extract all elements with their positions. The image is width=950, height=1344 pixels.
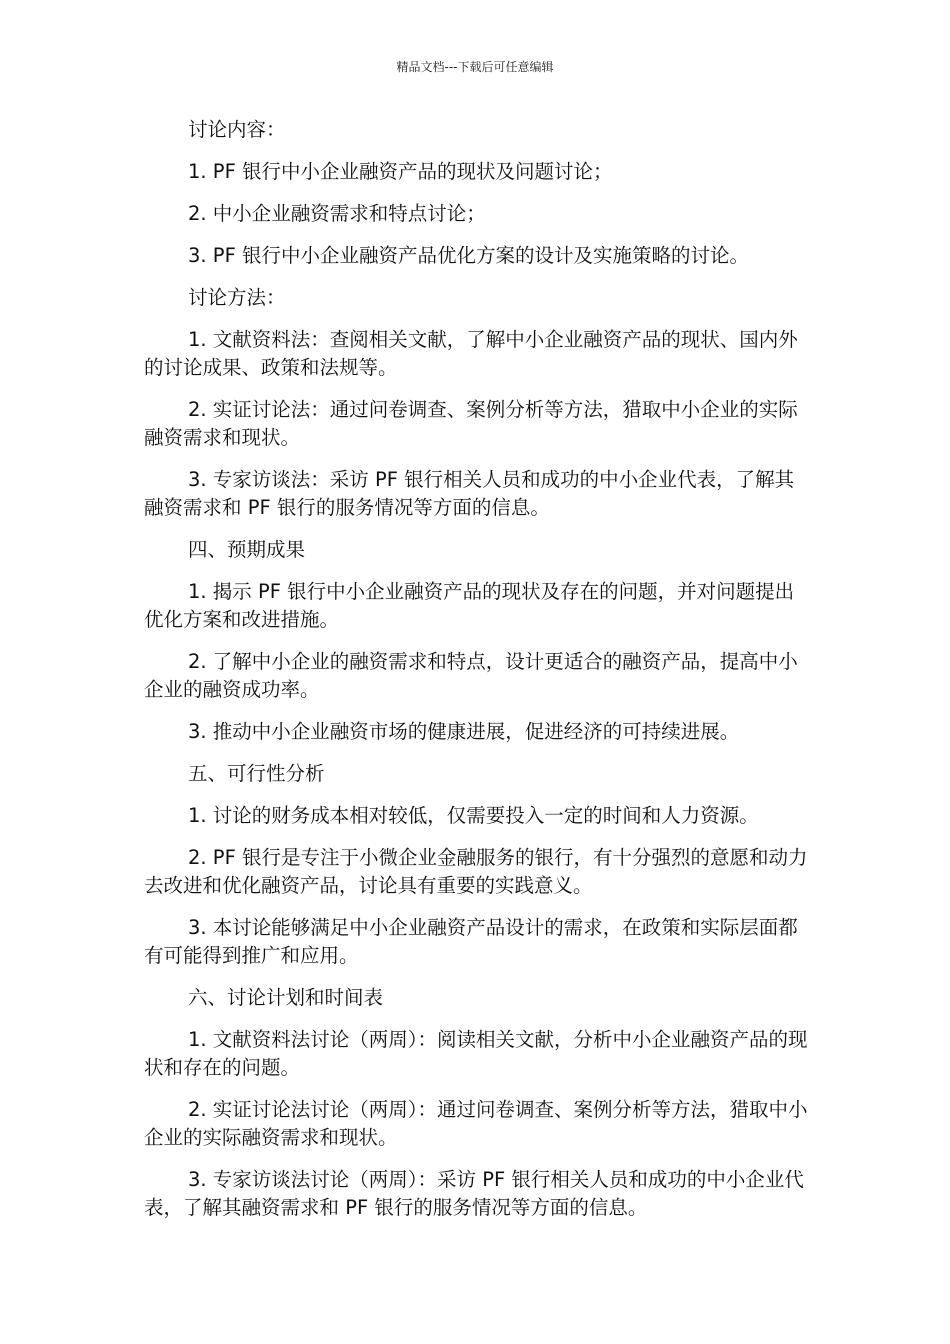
paragraph: 2. PF 银行是专注于小微企业金融服务的银行，有十分强烈的意愿和动力去改进和优化融资产品，讨论具有重要的实践意义。	[144, 846, 808, 897]
paragraph: 1. 讨论的财务成本相对较低，仅需要投入一定的时间和人力资源。	[188, 804, 759, 827]
paragraph: 1. 文献资料法讨论（两周）：阅读相关文献，分析中小企业融资产品的现状和存在的问题。	[144, 1028, 808, 1079]
section-heading: 六、讨论计划和时间表	[188, 986, 384, 1009]
paragraph: 讨论方法：	[188, 286, 286, 309]
paragraph: 2. 实证讨论法：通过问卷调查、案例分析等方法，猎取中小企业的实际融资需求和现状。	[144, 398, 798, 449]
paragraph: 3. 本讨论能够满足中小企业融资产品设计的需求，在政策和实际层面都有可能得到推广和应用。	[144, 916, 798, 967]
paragraph: 2. 中小企业融资需求和特点讨论；	[188, 202, 486, 225]
paragraph: 3. PF 银行中小企业融资产品优化方案的设计及实施策略的讨论。	[188, 244, 749, 267]
paragraph: 1. 揭示 PF 银行中小企业融资产品的现状及存在的问题，并对问题提出优化方案和改进措施。	[144, 580, 795, 631]
paragraph: 2. 了解中小企业的融资需求和特点，设计更适合的融资产品，提高中小企业的融资成功率。	[144, 650, 798, 701]
paragraph: 3. 专家访谈法：采访 PF 银行相关人员和成功的中小企业代表，了解其融资需求和 PF 银行的服务情况等方面的信息。	[144, 468, 795, 519]
paragraph: 2. 实证讨论法讨论（两周）：通过问卷调查、案例分析等方法，猎取中小企业的实际融资需求和现状。	[144, 1098, 808, 1149]
paragraph: 1. PF 银行中小企业融资产品的现状及问题讨论；	[188, 160, 613, 183]
paragraph: 3. 专家访谈法讨论（两周）：采访 PF 银行相关人员和成功的中小企业代表，了解其融资需求和 PF 银行的服务情况等方面的信息。	[144, 1168, 804, 1219]
page-header: 精品文档---下载后可任意编辑	[396, 60, 554, 74]
section-heading: 四、预期成果	[188, 538, 306, 561]
paragraph: 3. 推动中小企业融资市场的健康进展，促进经济的可持续进展。	[188, 720, 740, 743]
section-heading: 五、可行性分析	[188, 762, 325, 785]
paragraph: 1. 文献资料法：查阅相关文献，了解中小企业融资产品的现状、国内外的讨论成果、政策和法规等。	[144, 328, 798, 379]
paragraph: 讨论内容：	[188, 118, 286, 141]
document-body	[144, 116, 808, 1222]
